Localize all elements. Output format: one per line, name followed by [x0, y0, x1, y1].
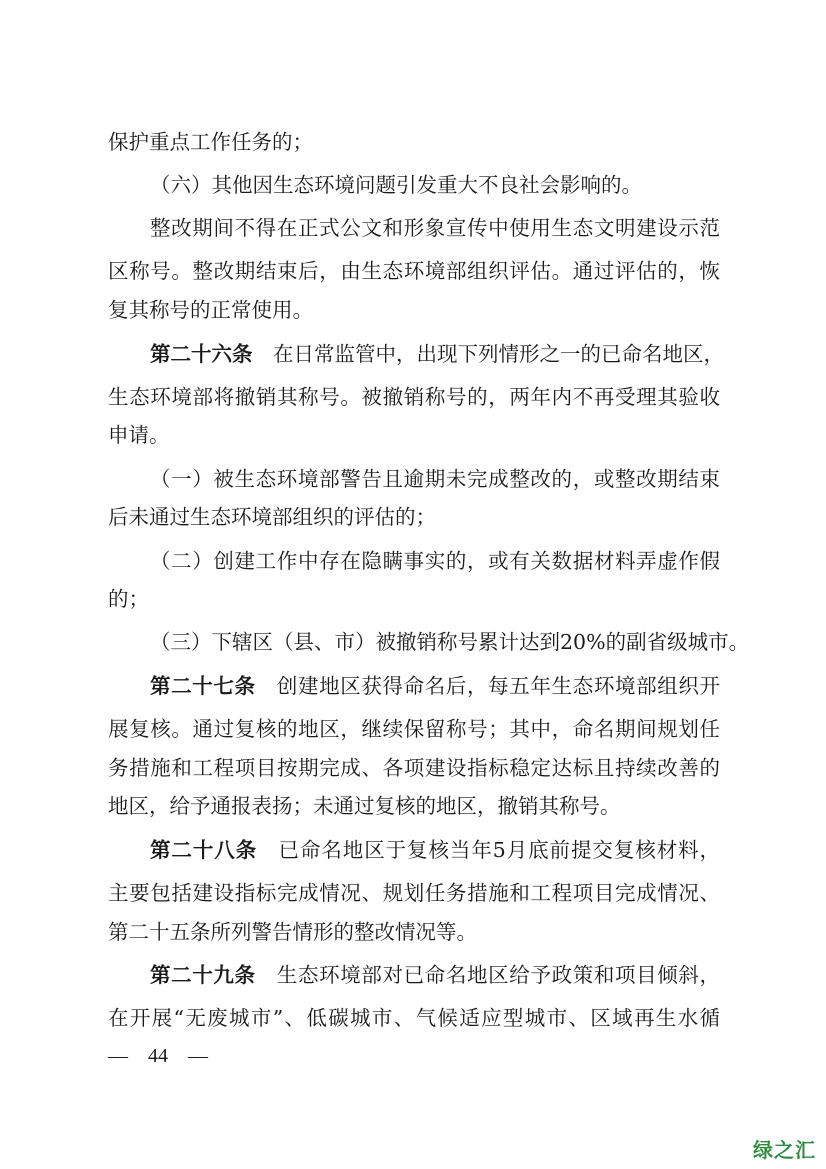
text-line: 区称号。整改期结束后，由生态环境部组织评估。通过评估的，恢 — [108, 259, 720, 283]
text-line: 生态环境部将撤销其称号。被撤销称号的，两年内不再受理其验收 — [108, 385, 720, 409]
text-line: 申请。 — [108, 423, 170, 447]
text-line: （一）被生态环境部警告且逾期未完成整改的，或整改期结束 — [150, 467, 720, 491]
text-line: （二）创建工作中存在隐瞒事实的，或有关数据材料弄虚作假 — [150, 549, 720, 573]
article-text: 创建地区获得命名后，每五年生态环境部组织开 — [276, 674, 721, 698]
article-29-first-line — [150, 962, 720, 988]
text-line: 展复核。通过复核的地区，继续保留称号；其中，命名期间规划任 — [108, 717, 720, 741]
article-28-heading: 第二十八条 — [150, 838, 258, 862]
article-text: 生态环境部对已命名地区给予政策和项目倾斜， — [276, 963, 721, 987]
text-line: （三）下辖区（县、市）被撤销称号累计达到20%的副省级城市。 — [150, 630, 750, 654]
watermark-logo: 绿之汇 — [753, 1138, 816, 1162]
text-line: （六）其他因生态环境问题引发重大不良社会影响的。 — [150, 173, 642, 197]
article-26-heading: 第二十六条 — [150, 342, 253, 366]
text-line: 整改期间不得在正式公文和形象宣传中使用生态文明建设示范 — [150, 216, 720, 240]
text-line: 复其称号的正常使用。 — [108, 298, 313, 322]
text-line: 在开展“无废城市”、低碳城市、气候适应型城市、区域再生水循 — [108, 1006, 720, 1030]
article-29-heading: 第二十九条 — [150, 963, 256, 987]
article-text: 已命名地区于复核当年5月底前提交复核材料， — [278, 838, 720, 862]
page-number: — 44 — — [108, 1045, 208, 1067]
text-line: 地区，给予通报表扬；未通过复核的地区，撤销其称号。 — [108, 794, 621, 818]
article-27-heading: 第二十七条 — [150, 674, 256, 698]
article-26-first-line — [150, 341, 724, 367]
article-text: 在日常监管中，出现下列情形之一的已命名地区， — [273, 342, 724, 366]
text-line: 第二十五条所列警告情形的整改情况等。 — [108, 920, 477, 944]
text-line: 务措施和工程项目按期完成、各项建设指标稳定达标且持续改善的 — [108, 756, 720, 780]
article-28-first-line — [150, 837, 720, 863]
article-27-first-line — [150, 673, 720, 699]
text-line: 主要包括建设指标完成情况、规划任务措施和工程项目完成情况、 — [108, 881, 720, 905]
text-line: 的； — [108, 587, 149, 611]
text-line: 后未通过生态环境部组织的评估的； — [108, 505, 436, 529]
text-line: 保护重点工作任务的； — [108, 130, 313, 154]
